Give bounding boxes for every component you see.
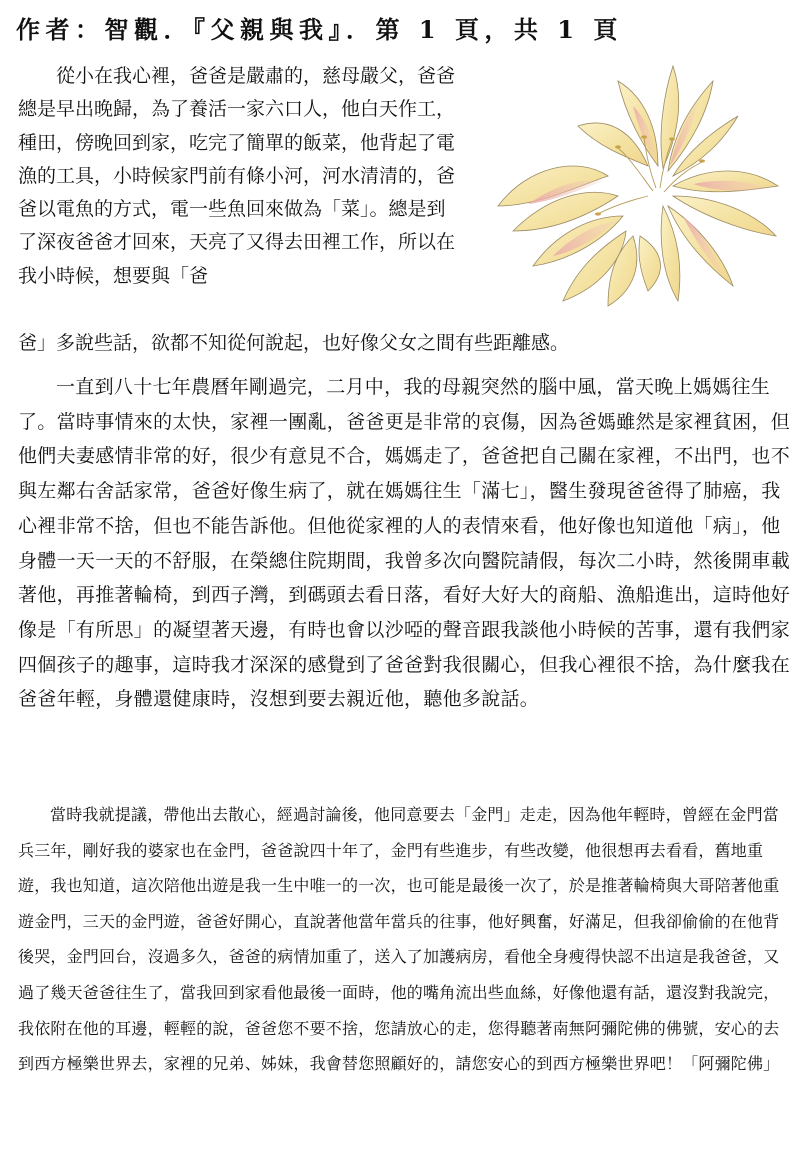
lily-petal [639, 236, 661, 291]
page-header [16, 8, 788, 46]
paragraph-illness: 一直到八十七年農曆年剛過完，二月中，我的母親突然的腦中風，當天晚上媽媽往生了。當時事情來的太快，家裡一團亂，爸爸更是非常的哀傷，因為爸媽雖然是家裡貧困，但他們夫妻感情非常的好，很少有意見不合，媽媽走了，爸爸把自己關在家裡，不出門，也不與左鄰右舍話家常，爸爸好像生病了，就在媽媽往生「滿七」，醫生發現爸爸得了肺癌，我心裡非常不捨，但也不能告訴他。但他從家裡的人的表情來看，他好像也知道他「病」，他身體一天一天的不舒服，在榮總住院期間，我曾多次向醫院請假，每次二小時，然後開車載著他，再推著輪椅，到西子灣，到碼頭去看日落，看好大好大的商船、漁船進出，這時他好像是「有所思」的凝望著天邊，有時也會以沙啞的聲音跟我談他小時候的苦事，還有我們家四個孩子的趣事，這時我才深深的感覺到了爸爸對我很關心，但我心裡很不捨，為什麼我在爸爸年輕，身體還健康時，沒想到要去親近他，聽他多說話。 [18, 376, 791, 711]
header-title: 作者：智觀．『父親與我』．第 1 頁，共 1 頁 [16, 14, 623, 44]
paragraph-childhood-continued: 爸」多說些話，欲都不知從何說起，也好像父女之間有些距離感。 [18, 332, 570, 354]
paragraph-kinmen-trip: 當時我就提議，帶他出去散心，經過討論後，他同意要去「金門」走走，因為他年輕時，曾經在金門當兵三年，剛好我的婆家也在金門，爸爸說四十年了，金門有些進步，有些改變，他很想再去看看，舊地重遊，我也知道，這次陪他出遊是我一生中唯一的一次，也可能是最後一次了，於是推著輪椅與大哥陪著他重遊金門，三天的金門遊，爸爸好開心，直說著他當年當兵的往事，他好興奮，好滿足，但我卻偷偷的在他背後哭，金門回台，沒過多久，爸爸的病情加重了，送入了加護病房，看他全身瘦得快認不出這是我爸爸，又過了幾天爸爸往生了，當我回到家看他最後一面時，他的嘴角流出些血絲，好像他還有話，還沒對我說完，我依附在他的耳邊，輕輕的說，爸爸您不要不捨，您請放心的走，您得聽著南無阿彌陀佛的佛號，安心的去到西方極樂世界去，家裡的兄弟、姊妹，我會替您照顧好的，請您安心的到西方極樂世界吧！「阿彌陀佛」 [18, 805, 780, 1074]
paragraph-childhood: 從小在我心裡，爸爸是嚴肅的，慈母嚴父，爸爸總是早出晚歸，為了養活一家六口人，他白天作工，種田，傍晚回到家，吃完了簡單的飯菜，他背起了電漁的工具，小時候家門前有條小河，河水清清的，爸爸以電魚的方式，電一些魚回來做為「菜」。總是到了深夜爸爸才回來，天亮了又得去田裡工作，所以在我小時候，想要與「爸 [18, 65, 456, 287]
lily-flower-illustration [458, 56, 788, 326]
